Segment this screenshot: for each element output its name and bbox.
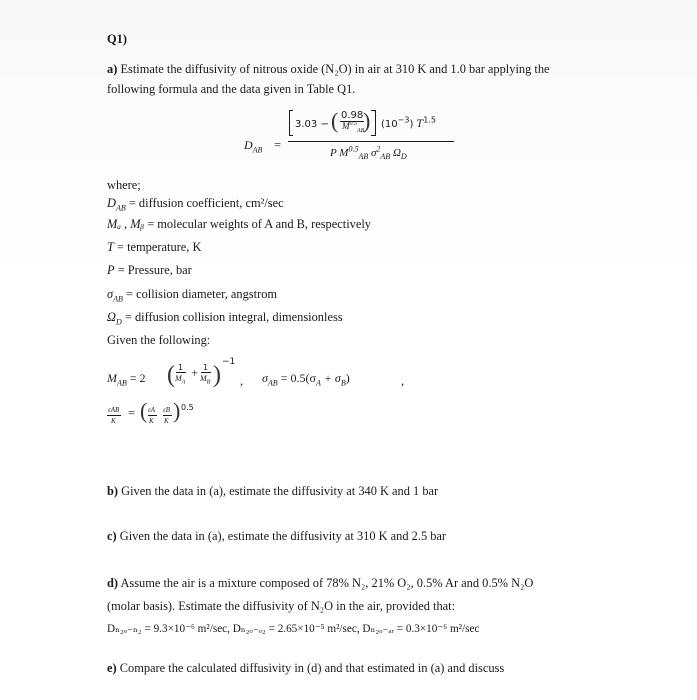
part-a-label: a) [107,62,118,76]
paren-open: ( [331,108,339,133]
definition-sigma: $\sigma_{AB}$ = collision diameter, angstrom [107,287,278,304]
main-fraction-bar [288,141,454,142]
document-page: Q1) a) Estimate the diffusivity of nitrous oxide (N₂O) in air at 310 K and 1.0 bar applying the following formula and the data given in Table Q1. $D_{AB}$ = 3.03 − ( 0.98 $M^{0.5}_{AB}$ ) $(10^{-3})$ $T^{1.5}$ P $M^{0.5}_{AB}$ $\sigma^2_{AB}$ $\Omega_D$ where; $D_{AB}$ = diffusion coefficient, cm²/sec Mₐ , Mᵦ = molecular weights of A and B, respectively T = temperature, K P = Pressure, bar $\sigma_{AB}$ = collision diameter, angstrom $\Omega_D$ = diffusion collision integral, dimensionless Given the following: $M_{AB} = 2$ ( 1 $M_A$ + 1 $M_B$ ) −1 , $\sigma_{AB} = 0.5(\sigma_A + \sigma_B)$ , εAB K = ( εA K εB K ) 0.5 b) Given the data in (a), estimate the diffusivity at 340 K and 1 bar c) Given the data in (a), estimate the diffusivity at 310 K and 2.5 bar d) Assume the air is a mixture composed of 78% N₂, 21% O₂, 0.5% Ar and 0.5% N₂O (molar basis). Estimate the diffusivity of N₂O in the air, provided that: Dₙ₂ₒ₋ₙ₂ = 9.3×10⁻⁶ m²/sec, Dₙ₂ₒ₋ₒ₂ = 2.65×10⁻⁵ m²/sec, Dₙ₂ₒ₋ₐᵣ = 0.3×10⁻⁶ m²/sec e) Compare the calculated diffusivity in (d) and that estimated in (a) and discuss [0,0,697,700]
formula-equals: = [274,138,281,152]
bracket-right [375,110,376,136]
part-d-label: d) [107,576,119,590]
part-a-line2: following formula and the data given in Table Q1. [107,82,356,96]
part-b-text: Given the data in (a), estimate the diffusivity at 340 K and 1 bar [121,484,439,498]
where-label: where; [107,178,141,192]
definition-pressure: P = Pressure, bar [107,263,192,277]
formula-factor: $(10^{-3})$ $T^{1.5}$ [381,115,436,130]
part-d-line3: Dₙ₂ₒ₋ₙ₂ = 9.3×10⁻⁶ m²/sec, Dₙ₂ₒ₋ₒ₂ = 2.65×10⁻⁵ m²/sec, Dₙ₂ₒ₋ₐᵣ = 0.3×10⁻⁶ m²/sec [107,623,480,635]
part-d-line1 [107,576,533,591]
part-a-text1: Estimate the diffusivity of nitrous oxide (N₂O) in air at 310 K and 1.0 bar applying the [120,62,550,76]
part-e-text: Compare the calculated diffusivity in (d) and that estimated in (a) and discuss [119,661,505,675]
part-d-text1: Assume the air is a mixture composed of 78% N₂, 21% O₂, 0.5% Ar and 0.5% N₂O [120,576,534,590]
part-a-line1 [107,62,550,77]
part-c [107,529,446,544]
definition-temperature: T = temperature, K [107,240,202,254]
definition-dab: $D_{AB}$ = diffusion coefficient, cm²/sec [107,196,284,213]
definition-ma-mb: Mₐ , Mᵦ = molecular weights of A and B, respectively [107,217,371,231]
given-label: Given the following: [107,333,211,347]
part-b-label: b) [107,484,119,498]
bracket-left [289,110,290,136]
paren-close: ) [363,108,371,133]
part-e [107,661,504,676]
formula-lhs: $D_{AB}$ [244,138,263,155]
inner-frac-den: $M^{0.5}_{AB}$ [342,121,365,134]
part-d-line2: (molar basis). Estimate the diffusivity of N₂O in the air, provided that: [107,599,456,613]
part-c-text: Given the data in (a), estimate the diffusivity at 310 K and 2.5 bar [119,529,447,543]
question-number: Q1) [107,32,127,46]
definition-omega: $\Omega_D$ = diffusion collision integral, dimensionless [107,310,343,327]
formula-denominator: P $M^{0.5}_{AB}$ $\sigma^2_{AB}$ $\Omega_D$ [330,144,407,162]
inner-frac-num: 0.98 [341,110,364,121]
part-c-label: c) [107,529,117,543]
part-e-label: e) [107,661,117,675]
formula-constant: 3.03 − [295,119,329,130]
part-b [107,484,438,499]
